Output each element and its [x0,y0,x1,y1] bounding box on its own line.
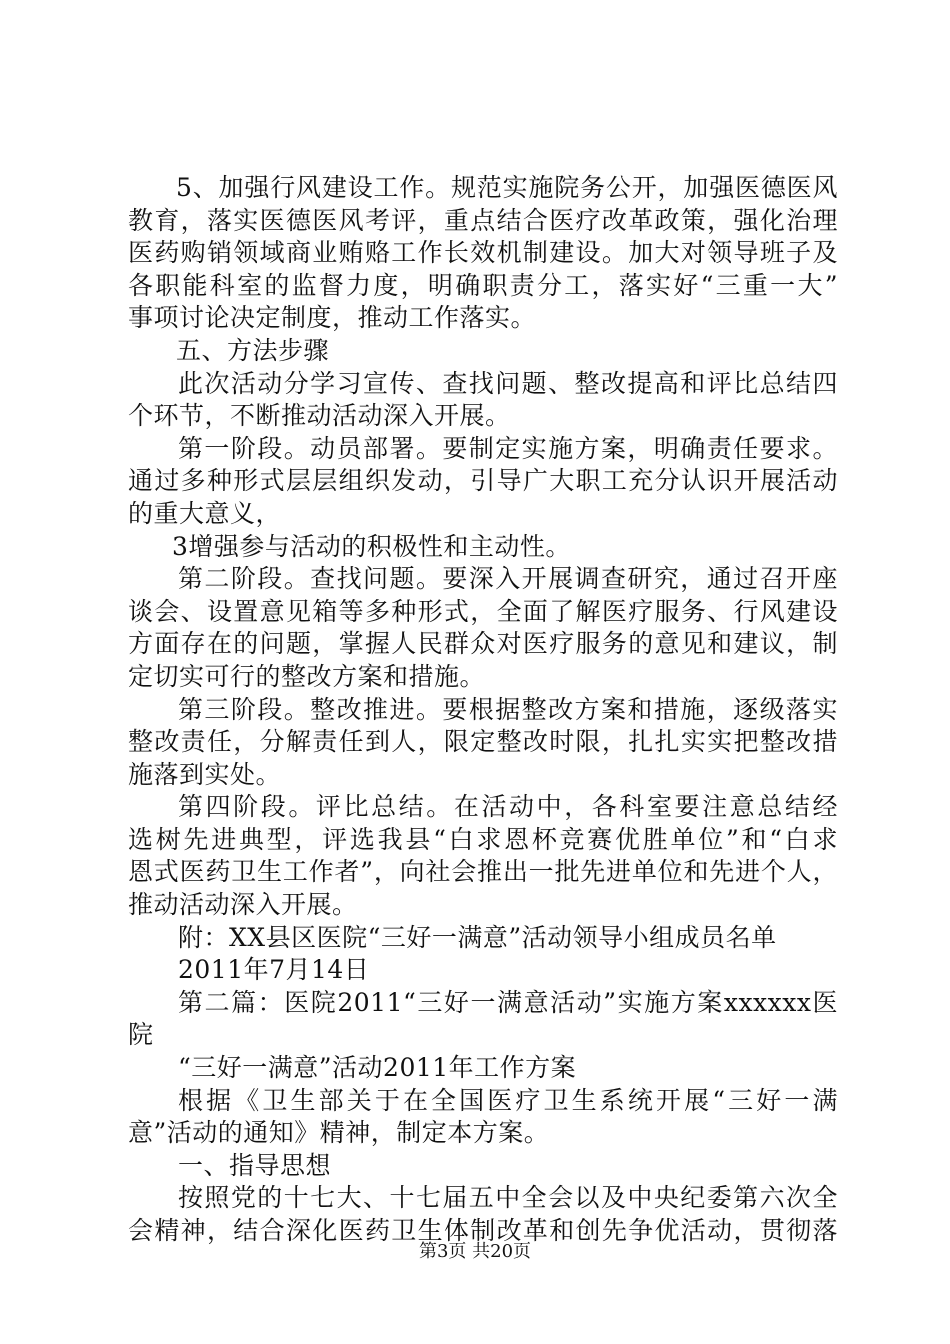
text-line: 根据《卫生部关于在全国医疗卫生系统开展“三好一满 [178,1085,838,1115]
text-line: 的重大意义， [128,498,282,528]
text-line: 个环节，不断推动活动深入开展。 [128,401,511,431]
text-line: 第二阶段。查找问题。要深入开展调查研究，通过召开座 [178,564,838,594]
part-two-title: 第二篇：医院2011“三好一满意活动”实施方案xxxxxx医 [178,987,838,1017]
text-line: 谈会、设置意见箱等多种形式，全面了解医疗服务、行风建设 [128,596,838,626]
text-line: 第四阶段。评比总结。在活动中，各科室要注意总结经 [178,792,838,822]
text-line: 此次活动分学习宣传、查找问题、整改提高和评比总结四 [178,368,838,398]
text-line: 施落到实处。 [128,759,282,789]
text-line: 第三阶段。整改推进。要根据整改方案和措施，逐级落实 [178,694,838,724]
text-line: 意”活动的通知》精神，制定本方案。 [128,1118,550,1148]
document-date: 2011年7月14日 [178,955,370,985]
plan-title: “三好一满意”活动2011年工作方案 [178,1053,577,1083]
attachment-note: 附：XX县区医院“三好一满意”活动领导小组成员名单 [178,922,777,952]
text-line: 3增强参与活动的积极性和主动性。 [172,531,571,561]
text-line: 整改责任，分解责任到人，限定整改时限，扎扎实实把整改措 [128,727,838,757]
text-line: 医药购销领域商业贿赂工作长效机制建设。加大对领导班子及 [128,238,838,268]
text-line: 方面存在的问题，掌握人民群众对医疗服务的意见和建议，制 [128,629,838,659]
text-line: 5、加强行风建设工作。规范实施院务公开，加强医德医风 [176,173,838,202]
text-line: 推动活动深入开展。 [128,890,358,920]
section-heading: 一、指导思想 [178,1150,332,1180]
text-line: 各职能科室的监督力度，明确职责分工，落实好“三重一大” [128,270,838,300]
text-line: 会精神，结合深化医药卫生体制改革和创先争优活动，贯彻落 [128,1216,838,1245]
text-line: 选树先进典型，评选我县“白求恩杯竞赛优胜单位”和“白求 [128,824,838,854]
text-line: 通过多种形式层层组织发动，引导广大职工充分认识开展活动 [128,466,838,496]
text-line: 按照党的十七大、十七届五中全会以及中央纪委第六次全 [178,1183,838,1213]
text-line: 院 [128,1020,154,1050]
text-line: 教育，落实医德医风考评，重点结合医疗改革政策，强化治理 [128,205,838,235]
text-line: 第一阶段。动员部署。要制定实施方案，明确责任要求。 [178,433,838,463]
section-heading: 五、方法步骤 [176,335,330,365]
text-line: 定切实可行的整改方案和措施。 [128,661,486,691]
document-body [128,172,838,1248]
text-line: 恩式医药卫生工作者”，向社会推出一批先进单位和先进个人， [128,857,838,887]
text-line: 事项讨论决定制度，推动工作落实。 [128,303,537,333]
page-number-footer: 第3页 共20页 [418,1241,532,1262]
